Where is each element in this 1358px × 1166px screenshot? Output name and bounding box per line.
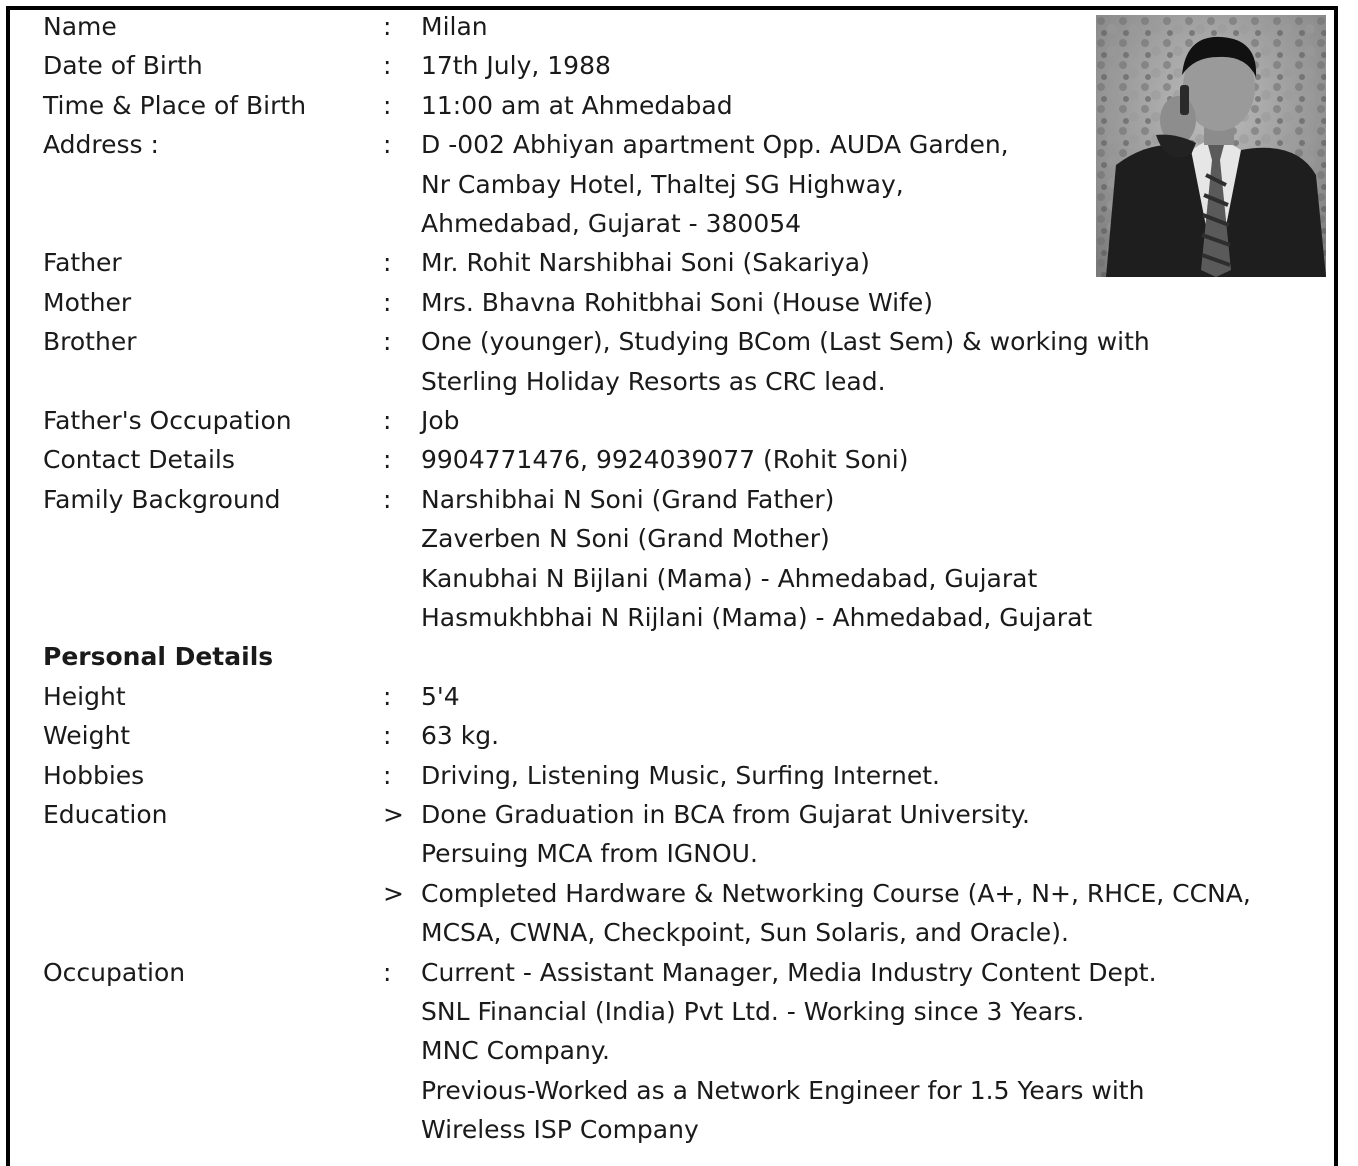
profile-photo [1096,15,1326,277]
value-address-line-3: Ahmedabad, Gujarat - 380054 [421,209,802,238]
separator: : [383,12,392,41]
label-address: Address : [43,130,159,160]
separator: : [383,957,392,987]
label-date-of-birth: Date of Birth [43,51,203,81]
separator: : [383,130,392,160]
value-mother: Mrs. Bhavna Rohitbhai Soni (House Wife) [421,287,934,317]
value-education-line-1: Done Graduation in BCA from Gujarat University. [421,800,1030,829]
value-occupation-line-5: Wireless ISP Company [421,1115,699,1145]
value-address-line-2: Nr Cambay Hotel, Thaltej SG Highway, [421,169,904,199]
label-contact-details: Contact Details [43,445,235,475]
separator: : [383,90,392,120]
label-family-background: Family Background [43,484,281,514]
separator: : [383,484,392,514]
separator: > [383,800,404,829]
separator: : [383,287,392,317]
label-father-s-occupation: Father's Occupation [43,406,292,435]
value-brother-line-2: Sterling Holiday Resorts as CRC lead. [421,366,886,396]
value-hobbies: Driving, Listening Music, Surfing Internet. [421,760,940,790]
label-mother: Mother [43,287,132,317]
separator: : [383,721,392,751]
value-contact-details: 9904771476, 9924039077 (Rohit Soni) [421,445,909,475]
label-weight: Weight [43,721,131,751]
value-time-place-of-birth: 11:00 am at Ahmedabad [421,90,733,120]
value-date-of-birth: 17th July, 1988 [421,51,611,81]
separator: : [383,248,392,278]
label-hobbies: Hobbies [43,760,145,790]
value-family-background-line-3: Kanubhai N Bijlani (Mama) - Ahmedabad, Gujarat [421,563,1038,593]
section-heading-personal-details: Personal Details [43,642,274,672]
value-weight: 63 kg. [421,721,500,751]
value-father: Mr. Rohit Narshibhai Soni (Sakariya) [421,248,870,278]
separator: : [383,327,392,357]
value-personal-4-line-1: Completed Hardware & Networking Course (A+, N+, RHCE, CCNA, [421,878,1251,908]
value-brother-line-1: One (younger), Studying BCom (Last Sem) & working with [421,327,1150,357]
separator: : [383,445,392,475]
value-occupation-line-2: SNL Financial (India) Pvt Ltd. - Working since 3 Years. [421,997,1085,1026]
value-occupation-line-4: Previous-Worked as a Network Engineer for 1.5 Years with [421,1075,1145,1105]
value-education-line-2: Persuing MCA from IGNOU. [421,839,758,869]
value-family-background-line-2: Zaverben N Soni (Grand Mother) [421,524,830,554]
separator: : [383,406,392,435]
value-family-background-line-4: Hasmukhbhai N Rijlani (Mama) - Ahmedabad, Gujarat [421,603,1093,632]
value-occupation-line-3: MNC Company. [421,1036,610,1066]
value-height: 5'4 [421,681,460,711]
separator: : [383,681,392,711]
separator: > [383,878,404,908]
value-address-line-1: D -002 Abhiyan apartment Opp. AUDA Garden, [421,130,1009,160]
value-personal-4-line-2: MCSA, CWNA, Checkpoint, Sun Solaris, and Oracle). [421,918,1069,948]
label-time-place-of-birth: Time & Place of Birth [43,90,307,120]
value-occupation-line-1: Current - Assistant Manager, Media Industry Content Dept. [421,957,1157,987]
separator: : [383,51,392,81]
label-education: Education [43,800,168,829]
label-occupation: Occupation [43,957,186,987]
label-height: Height [43,681,126,711]
value-name: Milan [421,12,488,41]
separator: : [383,760,392,790]
value-family-background-line-1: Narshibhai N Soni (Grand Father) [421,484,835,514]
label-brother: Brother [43,327,137,357]
label-name: Name [43,12,117,41]
label-father: Father [43,248,122,278]
value-father-s-occupation: Job [421,406,460,435]
